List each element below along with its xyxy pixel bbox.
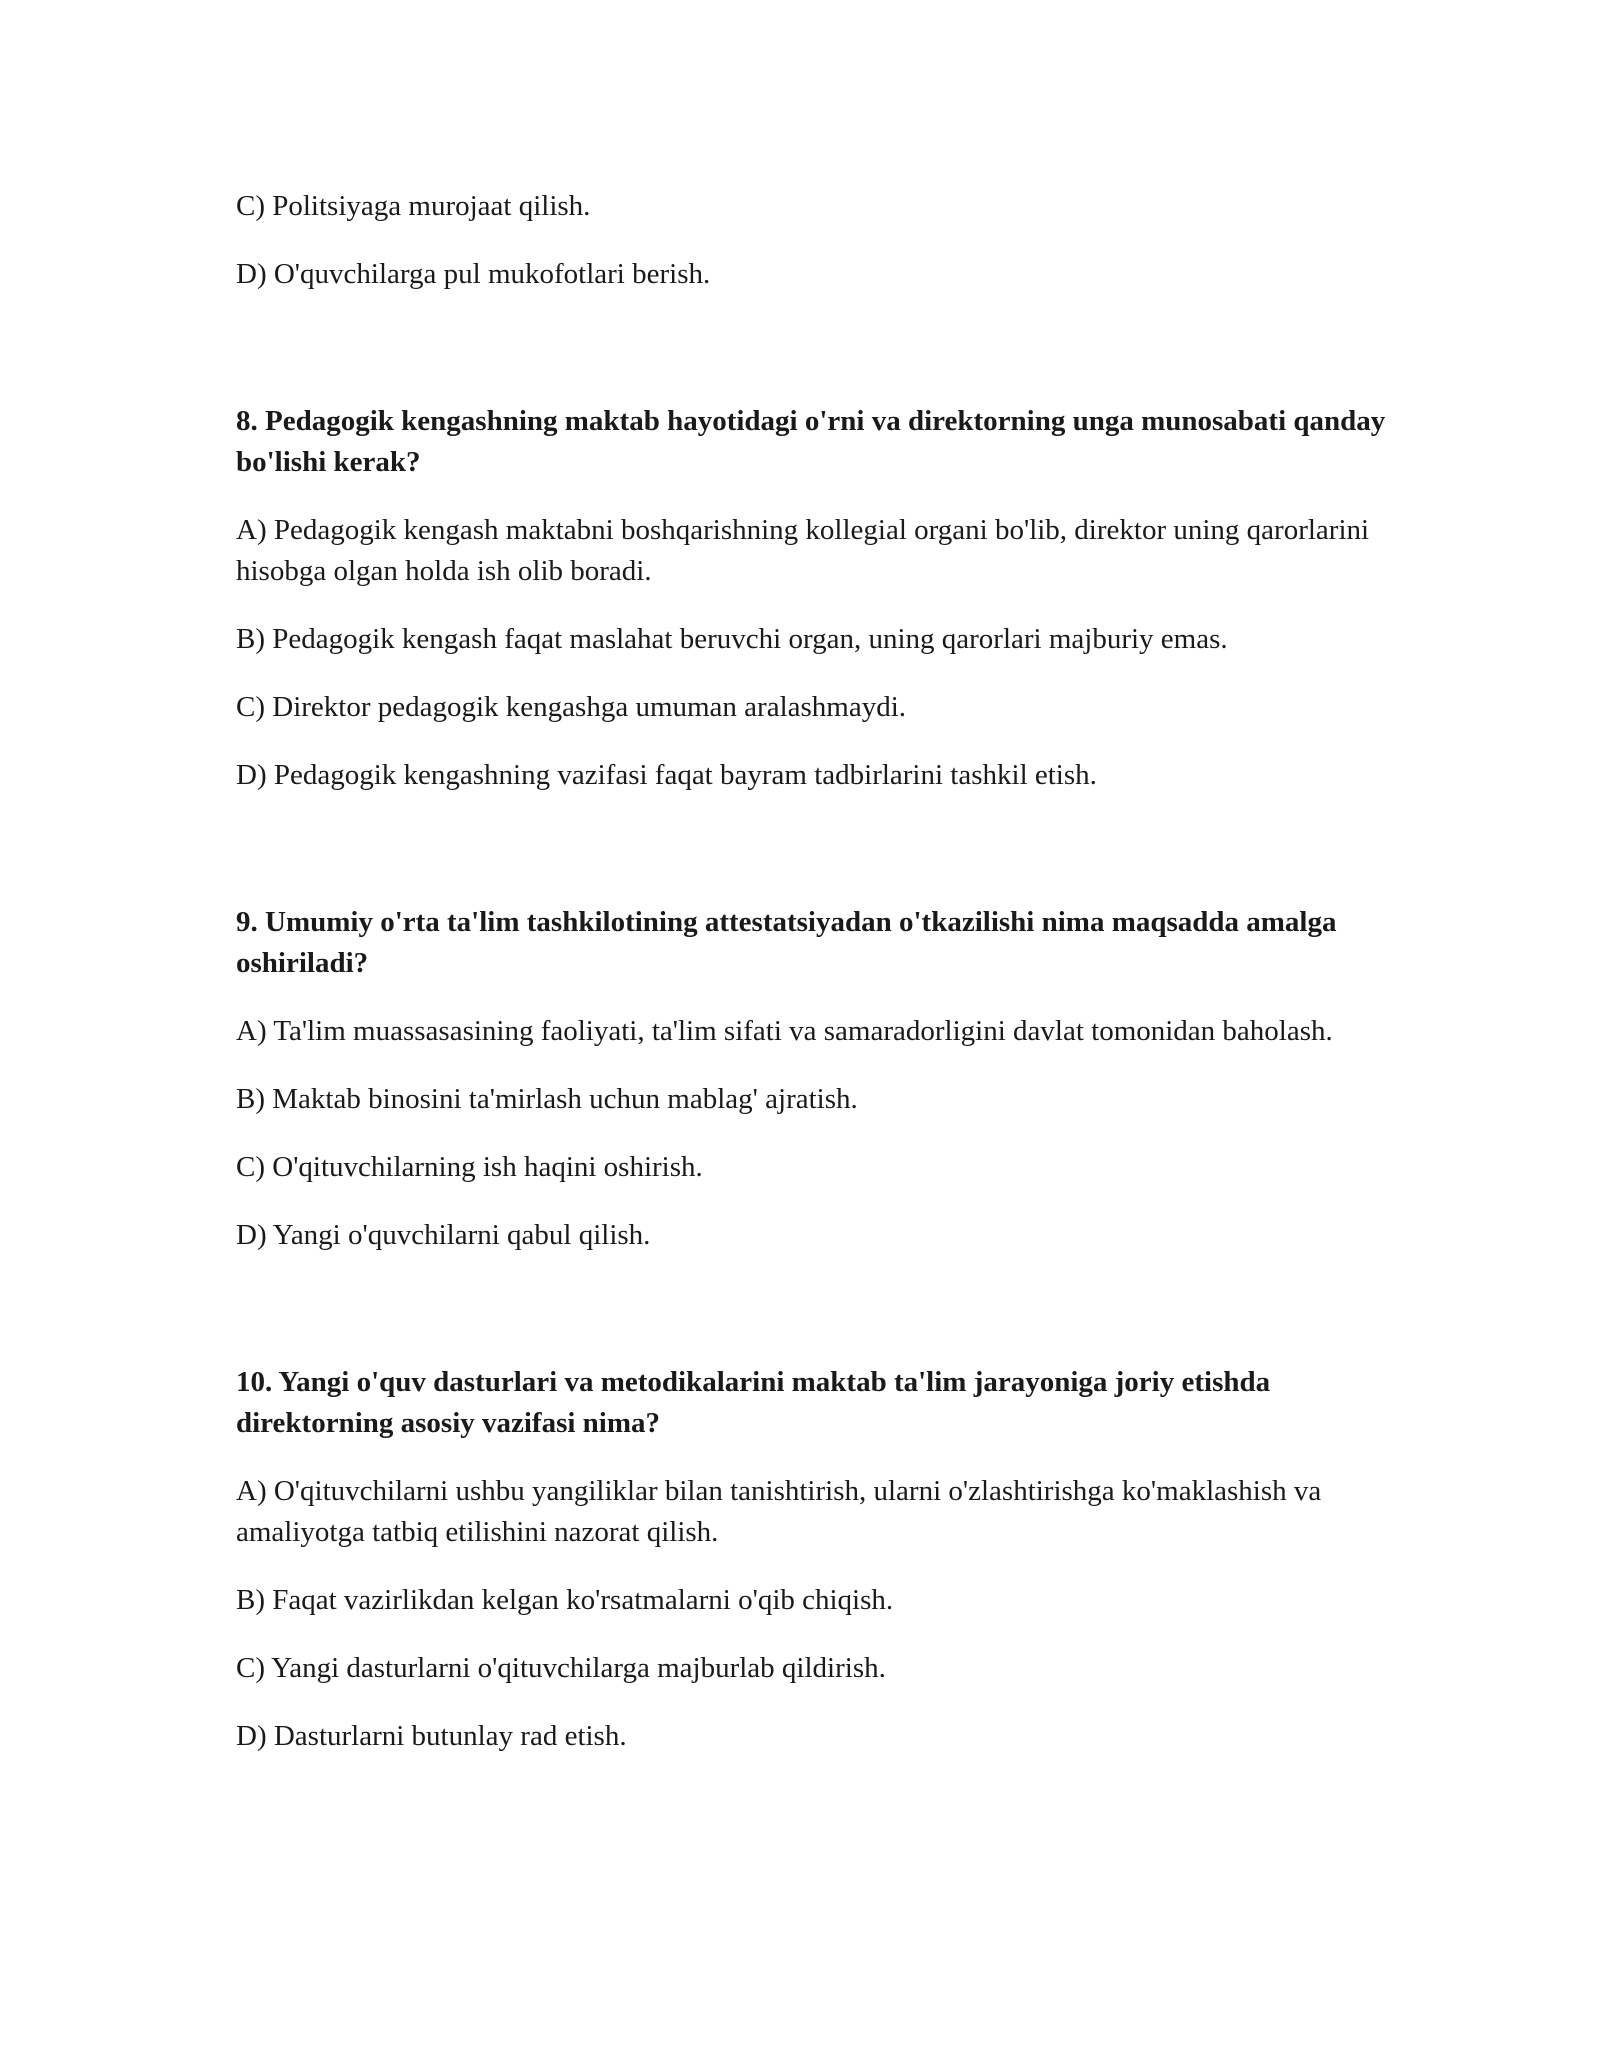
- question-text: 9. Umumiy o'rta ta'lim tashkilotining attestatsiyadan o'tkazilishi nima maqsadda amalga oshiriladi?: [236, 906, 1337, 979]
- option-d: D) Yangi o'quvchilarni qabul qilish.: [236, 1219, 651, 1251]
- question-9: [236, 902, 1386, 1256]
- option-d: D) Dasturlarni butunlay rad etish.: [236, 1720, 627, 1752]
- option-c: C) Yangi dasturlarni o'qituvchilarga majburlab qildirish.: [236, 1652, 886, 1684]
- document-page: [236, 186, 1386, 1757]
- option-a: A) Ta'lim muassasasining faoliyati, ta'lim sifati va samaradorligini davlat tomonidan baholash.: [236, 1015, 1333, 1047]
- option-d: D) O'quvchilarga pul mukofotlari berish.: [236, 258, 711, 290]
- question-10: [236, 1362, 1386, 1757]
- option-b: B) Pedagogik kengash faqat maslahat beruvchi organ, uning qarorlari majburiy emas.: [236, 623, 1228, 655]
- option-a: A) O'qituvchilarni ushbu yangiliklar bilan tanishtirish, ularni o'zlashtirishga ko'maklashish va amaliyotga tatbiq etilishini nazorat qilish.: [236, 1475, 1322, 1548]
- option-c: C) Politsiyaga murojaat qilish.: [236, 190, 591, 222]
- option-d: D) Pedagogik kengashning vazifasi faqat bayram tadbirlarini tashkil etish.: [236, 759, 1097, 791]
- option-c: C) O'qituvchilarning ish haqini oshirish.: [236, 1151, 703, 1183]
- question-text: 10. Yangi o'quv dasturlari va metodikalarini maktab ta'lim jarayoniga joriy etishda direktorning asosiy vazifasi nima?: [236, 1366, 1271, 1439]
- option-b: B) Maktab binosini ta'mirlash uchun mablag' ajratish.: [236, 1083, 858, 1115]
- question-7-tail: [236, 186, 1386, 295]
- option-b: B) Faqat vazirlikdan kelgan ko'rsatmalarni o'qib chiqish.: [236, 1584, 894, 1616]
- option-a: A) Pedagogik kengash maktabni boshqarishning kollegial organi bo'lib, direktor uning qarorlarini hisobga olgan holda ish olib boradi.: [236, 514, 1370, 587]
- question-8: [236, 401, 1386, 796]
- question-text: 8. Pedagogik kengashning maktab hayotidagi o'rni va direktorning unga munosabati qanday bo'lishi kerak?: [236, 405, 1386, 478]
- option-c: C) Direktor pedagogik kengashga umuman aralashmaydi.: [236, 691, 907, 723]
